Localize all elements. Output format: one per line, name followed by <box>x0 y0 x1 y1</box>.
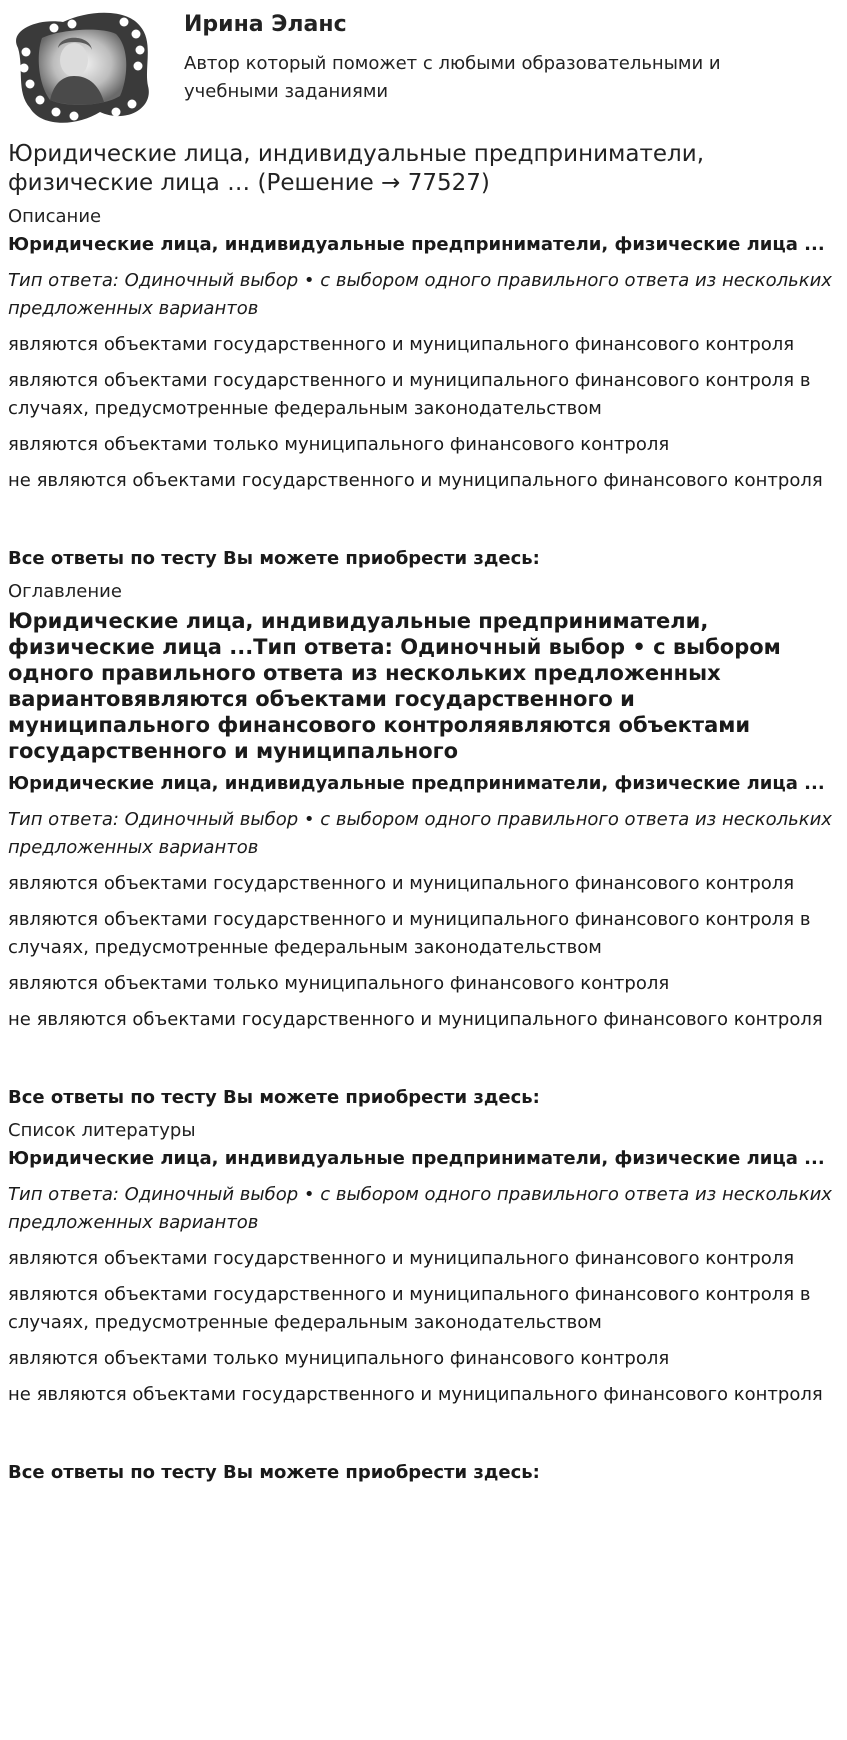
answer-option: являются объектами только муниципального финансового контроля <box>8 1348 670 1369</box>
buy-answers-text: Все ответы по тесту Вы можете приобрести здесь: <box>8 1462 540 1483</box>
author-avatar[interactable] <box>8 8 151 126</box>
answer-type: Тип ответа: Одиночный выбор • с выбором одного правильного ответа из нескольких предложенных вариантов <box>8 1184 832 1233</box>
author-name[interactable]: Ирина Эланс <box>184 12 347 37</box>
question-text: Юридические лица, индивидуальные предприниматели, физические лица ... <box>8 773 825 794</box>
answer-option: являются объектами государственного и муниципального финансового контроля <box>8 873 795 894</box>
contents-summary: Юридические лица, индивидуальные предприниматели, физические лица ...Тип ответа: Одиночный выбор • с выбором одного правильного ответа из нескольких предложенных вариантовявляются объектами государственного и муниципального финансового контроляявляются объектами государственного и муниципального <box>8 609 781 763</box>
section-label: Список литературы <box>8 1120 196 1141</box>
profile-photo-film-frame-icon <box>8 8 151 126</box>
answer-option: являются объектами государственного и муниципального финансового контроля <box>8 334 795 355</box>
answer-option: не являются объектами государственного и муниципального финансового контроля <box>8 470 823 491</box>
answer-type: Тип ответа: Одиночный выбор • с выбором одного правильного ответа из нескольких предложенных вариантов <box>8 270 832 319</box>
buy-answers-text: Все ответы по тесту Вы можете приобрести здесь: <box>8 548 540 569</box>
answer-option: не являются объектами государственного и муниципального финансового контроля <box>8 1009 823 1030</box>
buy-answers-text: Все ответы по тесту Вы можете приобрести здесь: <box>8 1087 540 1108</box>
answer-type: Тип ответа: Одиночный выбор • с выбором одного правильного ответа из нескольких предложенных вариантов <box>8 809 832 858</box>
answer-option: являются объектами государственного и муниципального финансового контроля в случаях, предусмотренные федеральным законодательством <box>8 1284 811 1333</box>
page-title: Юридические лица, индивидуальные предприниматели, физические лица … (Решение → 77527) <box>8 141 705 196</box>
answer-option: являются объектами только муниципального финансового контроля <box>8 973 670 994</box>
section-references <box>8 1119 839 1487</box>
section-description <box>8 205 839 573</box>
answer-option: являются объектами государственного и муниципального финансового контроля в случаях, предусмотренные федеральным законодательством <box>8 370 811 419</box>
answer-option: являются объектами государственного и муниципального финансового контроля <box>8 1248 795 1269</box>
author-card <box>8 0 839 140</box>
answer-option: являются объектами государственного и муниципального финансового контроля в случаях, предусмотренные федеральным законодательством <box>8 909 811 958</box>
section-label: Оглавление <box>8 581 122 602</box>
question-text: Юридические лица, индивидуальные предприниматели, физические лица ... <box>8 1148 825 1169</box>
answer-option: являются объектами только муниципального финансового контроля <box>8 434 670 455</box>
author-description: Автор который поможет с любыми образовательными и учебными заданиями <box>184 53 721 102</box>
section-contents <box>8 580 839 1112</box>
question-text: Юридические лица, индивидуальные предприниматели, физические лица ... <box>8 234 825 255</box>
answer-option: не являются объектами государственного и муниципального финансового контроля <box>8 1384 823 1405</box>
section-label: Описание <box>8 206 102 227</box>
